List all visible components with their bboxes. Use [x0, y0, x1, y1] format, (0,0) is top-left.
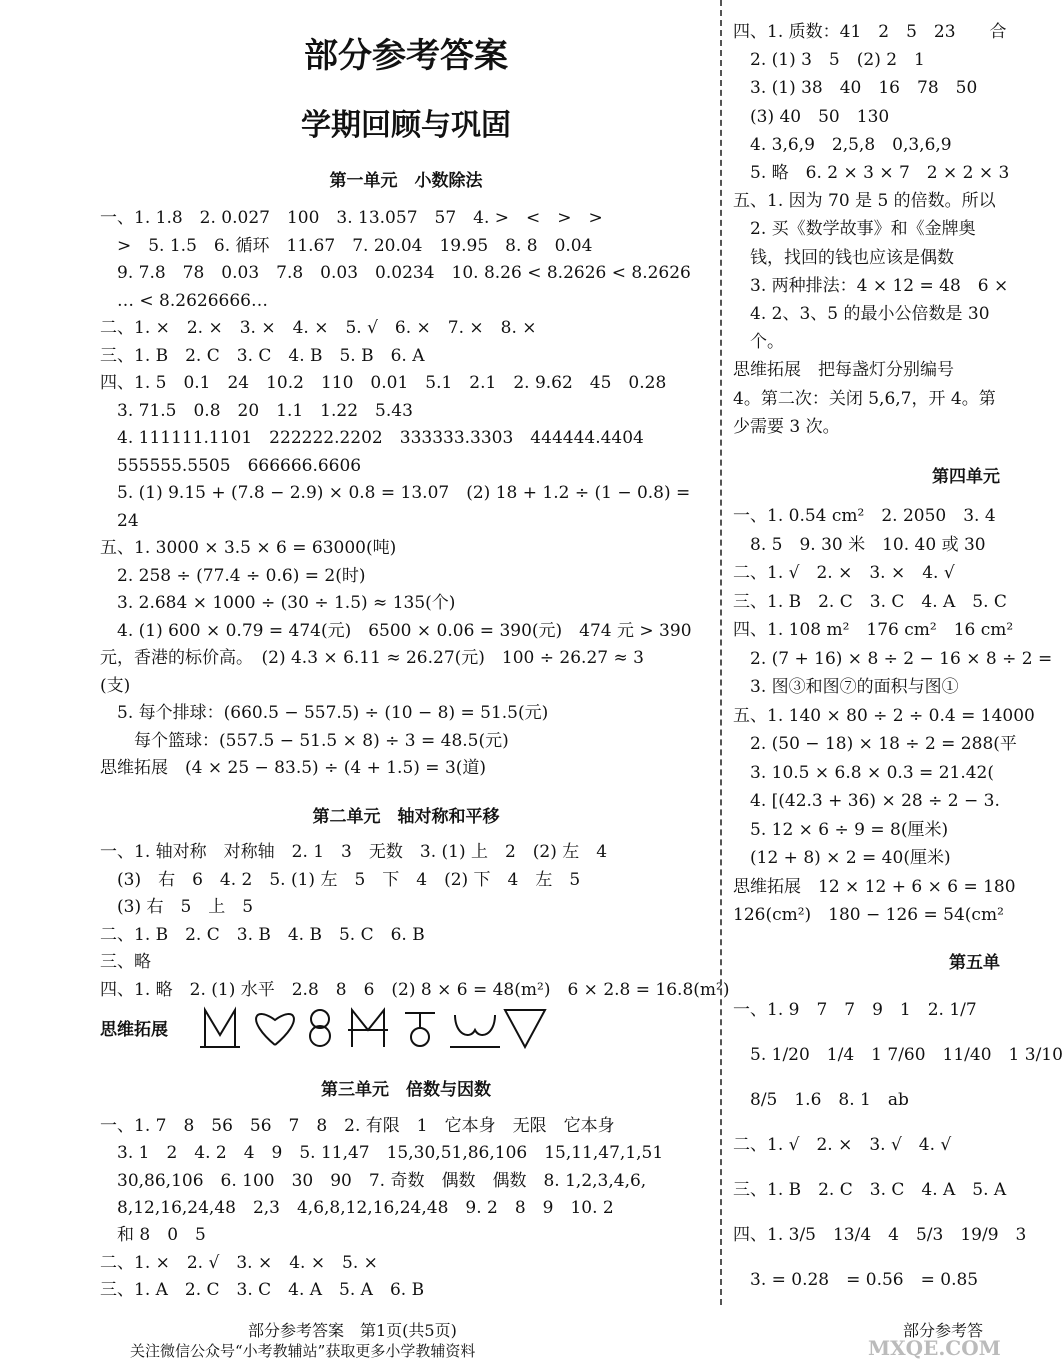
u3-line: 和 8 0 5 [100, 1225, 206, 1246]
wechat-notice: 关注微信公众号“小考教辅站”获取更多小学教辅资料 [130, 1342, 476, 1360]
u3-line: 30,86,106 6. 100 30 90 7. 奇数 偶数 偶数 8. 1,2,3,4,6, [100, 1170, 647, 1191]
u1-line: 555555.5505 666666.6606 [100, 455, 362, 476]
r1-line: 思维拓展 把每盏灯分别编号 [733, 360, 954, 381]
u2-line: 四、1. 略 2. (1) 水平 2.8 8 6 (2) 8 × 6 = 48(m²) 6 × 2.8 = 16.8(m²) [100, 979, 730, 1000]
u1-line: (支) [100, 675, 131, 696]
r1-line: (3) 40 50 130 [733, 106, 890, 127]
figure-m [200, 1010, 240, 1047]
u2-line: (3) 右 5 上 5 [100, 897, 254, 917]
r1-line: 少需要 3 次。 [733, 416, 840, 437]
u1-line: 4. 111111.1101 222222.2202 333333.3303 444444.4404 [100, 428, 644, 448]
r2-line: 四、1. 108 m² 176 cm² 16 cm² [733, 620, 1014, 640]
u2-line: 二、1. B 2. C 3. B 4. B 5. C 6. B [100, 924, 425, 945]
page-title: 部分参考答案 [304, 36, 508, 76]
r1-line: 3. (1) 38 40 16 78 50 [733, 78, 978, 99]
r2-line: 五、1. 140 × 80 ÷ 2 ÷ 0.4 = 14000 [733, 705, 1035, 726]
column-divider [720, 0, 722, 1305]
u1-line: 二、1. × 2. × 3. × 4. × 5. √ 6. × 7. × 8. × [100, 318, 537, 338]
r1-line: 3. 两种排法：4 × 12 = 48 6 × [733, 275, 1009, 296]
r1-line: 个。 [733, 332, 784, 353]
u1-line: 三、1. B 2. C 3. C 4. B 5. B 6. A [100, 345, 425, 366]
u2-line: 一、1. 轴对称 对称轴 2. 1 3 无数 3. (1) 上 2 (2) 左 4 [100, 842, 608, 862]
r3-line: 5. 1/20 1/4 1 7/60 11/40 1 3/10 [733, 1045, 1063, 1065]
u3-line: 二、1. × 2. √ 3. × 4. × 5. × [100, 1252, 378, 1273]
r2-line: 思维拓展 12 × 12 + 6 × 6 = 180 [733, 876, 1016, 897]
r2-line: 三、1. B 2. C 3. C 4. A 5. C [733, 591, 1007, 612]
r2-line: 4. [(42.3 + 36) × 28 ÷ 2 − 3. [733, 791, 1000, 811]
u3-line: 一、1. 7 8 56 56 7 8 2. 有限 1 它本身 无限 它本身 [100, 1116, 615, 1136]
r1-line: 五、1. 因为 70 是 5 的倍数。所以 [733, 191, 996, 212]
u3-line: 8,12,16,24,48 2,3 4,6,8,12,16,24,48 9. 2 8 9 10. 2 [100, 1197, 614, 1218]
figure-heart [256, 1014, 294, 1045]
page-subtitle: 学期回顾与巩固 [301, 108, 511, 143]
r3-line: 四、1. 3/5 13/4 4 5/3 19/9 3 [733, 1225, 1027, 1245]
unit5-heading: 第五单 [949, 953, 1000, 973]
thinking-label: 思维拓展 [100, 1020, 168, 1040]
r3-line: 3. = 0.28 = 0.56 = 0.85 [733, 1270, 979, 1290]
u1-line: 五、1. 3000 × 3.5 × 6 = 63000(吨) [100, 538, 397, 558]
r2-line: 3. 10.5 × 6.8 × 0.3 = 21.42( [733, 762, 995, 783]
page-footer: 部分参考答案 第1页(共5页) [248, 1321, 457, 1340]
r2-line: 8. 5 9. 30 米 10. 40 或 30 [733, 534, 986, 555]
r2-line: 3. 图③和图⑦的面积与图① [733, 677, 959, 697]
unit3-heading: 第三单元 倍数与因数 [321, 1080, 491, 1100]
right-column [733, 0, 1063, 1362]
u1-line: 24 [100, 510, 139, 531]
right-footer: 部分参考答 [903, 1321, 984, 1340]
u1-line: 2. 258 ÷ (77.4 ÷ 0.6) = 2(时) [100, 565, 366, 586]
r3-line: 一、1. 9 7 7 9 1 2. 1/7 [733, 1000, 977, 1020]
r1-line: 2. 买《数学故事》和《金牌奥 [733, 219, 976, 240]
r1-line: 2. (1) 3 5 (2) 2 1 [733, 50, 925, 71]
u1-line: 3. 2.684 × 1000 ÷ (30 ÷ 1.5) ≈ 135(个) [100, 593, 456, 613]
r2-line: 126(cm²) 180 − 126 = 54(cm² [733, 905, 1004, 925]
r2-line: 2. (50 − 18) × 18 ÷ 2 = 288(平 [733, 734, 1017, 754]
u1-line: … < 8.2626666… [100, 290, 268, 311]
r2-line: (12 + 8) × 2 = 40(厘米) [733, 848, 951, 868]
u2-line: 三、略 [100, 952, 151, 972]
r1-line: 钱，找回的钱也应该是偶数 [733, 247, 954, 268]
u1-line: 9. 7.8 78 0.03 7.8 0.03 0.0234 10. 8.26 < 8.2626 < 8.2626 [100, 263, 691, 283]
u1-line: 四、1. 5 0.1 24 10.2 110 0.01 5.1 2.1 2. 9.62 45 0.28 [100, 373, 667, 393]
u3-line: 三、1. A 2. C 3. C 4. A 5. A 6. B [100, 1279, 425, 1300]
u1-line: 3. 71.5 0.8 20 1.1 1.22 5.43 [100, 400, 413, 421]
r1-line: 5. 略 6. 2 × 3 × 7 2 × 2 × 3 [733, 163, 1010, 183]
r3-line: 二、1. √ 2. × 3. √ 4. √ [733, 1135, 952, 1155]
r2-line: 一、1. 0.54 cm² 2. 2050 3. 4 [733, 506, 996, 526]
symmetry-figures [200, 1005, 545, 1050]
r1-line: 4。第二次：关闭 5,6,7，开 4。第 [733, 388, 996, 409]
u1-line: 每个篮球：(557.5 − 51.5 × 8) ÷ 3 = 48.5(元) [100, 730, 509, 751]
u3-line: 3. 1 2 4. 2 4 9 5. 11,47 15,30,51,86,106 15,11,47,1,51 [100, 1143, 664, 1164]
u1-line: 思维拓展 (4 × 25 − 83.5) ÷ (4 + 1.5) = 3(道) [100, 758, 487, 778]
r1-line: 四、1. 质数：41 2 5 23 合 [733, 22, 1007, 42]
u1-line: 5. (1) 9.15 + (7.8 − 2.9) × 0.8 = 13.07 (2) 18 + 1.2 ÷ (1 − 0.8) = [100, 483, 691, 503]
r1-line: 4. 2、3、5 的最小公倍数是 30 [733, 304, 990, 324]
r2-line: 2. (7 + 16) × 8 ÷ 2 − 16 × 8 ÷ 2 = [733, 648, 1053, 669]
u1-line: 4. (1) 600 × 0.79 = 474(元) 6500 × 0.06 = 390(元) 474 元 > 390 [100, 620, 692, 641]
unit2-heading: 第二单元 轴对称和平移 [312, 807, 500, 827]
watermark-text: MXQE.COM [868, 1336, 1001, 1360]
unit1-heading: 第一单元 小数除法 [329, 171, 483, 191]
u1-line: 元，香港的标价高。 (2) 4.3 × 6.11 ≈ 26.27(元) 100 ÷ 26.27 ≈ 3 [100, 648, 644, 668]
r1-line: 4. 3,6,9 2,5,8 0,3,6,9 [733, 134, 952, 155]
u1-line: 5. 每个排球：(660.5 − 557.5) ÷ (10 − 8) = 51.5(元) [100, 703, 549, 723]
r3-line: 三、1. B 2. C 3. C 4. A 5. A [733, 1180, 1007, 1200]
u2-line: (3) 右 6 4. 2 5. (1) 左 5 下 4 (2) 下 4 左 5 [100, 869, 581, 890]
u1-line: > 5. 1.5 6. 循环 11.67 7. 20.04 19.95 8. 8 0.04 [100, 235, 593, 256]
r2-line: 二、1. √ 2. × 3. × 4. √ [733, 563, 955, 583]
r2-line: 5. 12 × 6 ÷ 9 = 8(厘米) [733, 819, 949, 840]
unit4-heading: 第四单元 [932, 467, 1000, 487]
u1-line: 一、1. 1.8 2. 0.027 100 3. 13.057 57 4. > < > > [100, 208, 603, 228]
r3-line: 8/5 1.6 8. 1 ab [733, 1090, 909, 1110]
